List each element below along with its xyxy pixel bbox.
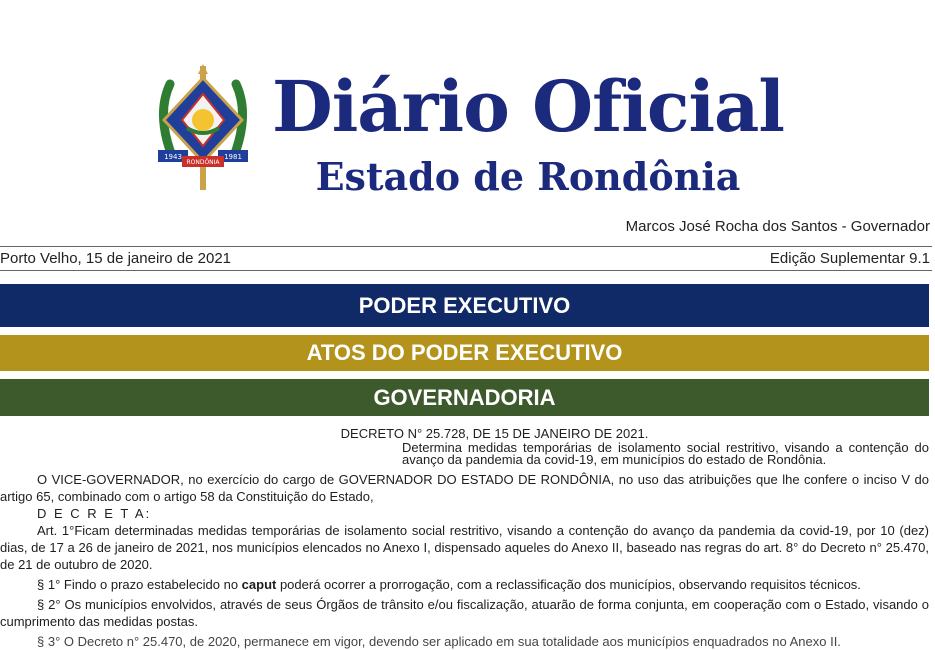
decreta-label: D E C R E T A: — [37, 506, 152, 521]
decree-preamble: O VICE-GOVERNADOR, no exercício do cargo de GOVERNADOR DO ESTADO DE RONDÔNIA, no uso das atribuições que lhe confere o inciso V do artigo 65, combinado com o artigo 58 da Constituição do Estado, — [0, 472, 929, 504]
section-band-poder-executivo: PODER EXECUTIVO — [0, 284, 929, 327]
dateline — [0, 246, 932, 271]
paragraph-1 — [0, 576, 929, 593]
paragraph-3: § 3° O Decreto n° 25.470, de 2020, permanece em vigor, devendo ser aplicado em sua totalidade aos municípios enquadrados no Anexo II. — [37, 634, 841, 649]
section-band-governadoria: GOVERNADORIA — [0, 379, 929, 416]
article-1: Art. 1°Ficam determinadas medidas temporárias de isolamento social restritivo, visando a contenção do avanço da pandemia da covid-19, por 10 (dez) dias, de 17 a 26 de janeiro de 2021, nos municípios elencados no Anexo I, dispensado aqueles do Anexo II, baseado nas regras do art. 8° do Decreto n° 25.470, de 21 de outubro de 2020. — [0, 523, 929, 572]
caput-term: caput — [241, 577, 277, 592]
masthead — [0, 0, 935, 210]
seal-year-left: 1943 — [164, 153, 182, 161]
seal-year-right: 1981 — [224, 153, 242, 161]
governor-name: Marcos José Rocha dos Santos - Governador — [625, 218, 930, 235]
section-band-atos: ATOS DO PODER EXECUTIVO — [0, 335, 929, 371]
decree-title: DECRETO N° 25.728, DE 15 DE JANEIRO DE 2021. — [340, 426, 649, 441]
state-coat-of-arms-icon — [152, 64, 254, 192]
paragraph-1-end: poderá ocorrer a prorrogação, com a reclassificação dos municípios, observando requisitos técnicos. — [276, 577, 861, 592]
decree-body — [0, 425, 929, 650]
newspaper-title: Diário Oficial — [271, 65, 785, 148]
newspaper-subtitle: Estado de Rondônia — [315, 154, 741, 199]
decree-summary: Determina medidas temporárias de isolamento social restritivo, visando a contenção do avanço da pandemia da covid-19, em municípios do estado de Rondônia. — [402, 440, 929, 467]
paragraph-2: § 2° Os municípios envolvidos, através de seus Órgãos de trânsito e/ou fiscalização, atuarão de forma conjunta, em cooperação com o Estado, visando o cumprimento das medidas postas. — [0, 597, 929, 629]
edition-label: Edição Suplementar 9.1 — [769, 250, 930, 267]
seal-banner: RONDÔNIA — [186, 159, 220, 166]
paragraph-1-start: § 1° Findo o prazo estabelecido no — [37, 577, 242, 592]
place-date: Porto Velho, 15 de janeiro de 2021 — [0, 250, 232, 267]
